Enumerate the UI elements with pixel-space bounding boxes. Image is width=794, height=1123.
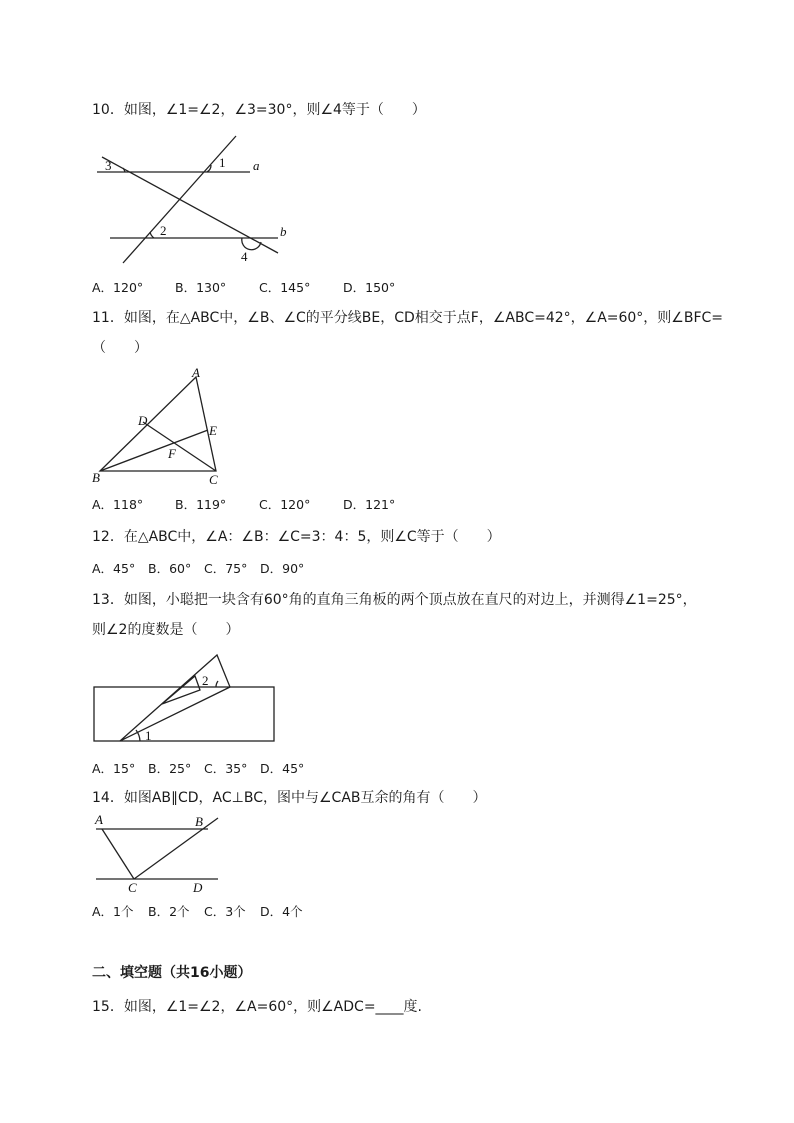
label-E: E (209, 423, 217, 438)
q13-option-b[interactable]: B．25° (148, 761, 192, 776)
q12-stem: 12．在△ABC中，∠A：∠B：∠C=3：4：5，则∠C等于（ ） (92, 529, 501, 545)
angle-arc-4 (242, 238, 261, 250)
q13-stem-line2: 则∠2的度数是（ ） (92, 622, 240, 638)
label-D: D (193, 880, 203, 895)
label-2: 2 (160, 223, 167, 238)
label-a: a (253, 158, 260, 173)
label-4: 4 (241, 249, 248, 264)
label-A: A (192, 365, 200, 380)
section-title: 二、填空题（共16小题） (92, 965, 252, 981)
q11-option-d[interactable]: D．121° (343, 497, 396, 512)
q10-option-d[interactable]: D．150° (343, 280, 396, 295)
q14-option-d[interactable]: D．4个 (260, 904, 303, 919)
q12-option-b[interactable]: B．60° (148, 561, 192, 576)
q10-option-c[interactable]: C．145° (259, 280, 311, 295)
angle-arc-2 (216, 681, 218, 687)
ruler (94, 687, 274, 741)
q14-option-a[interactable]: A．1个 (92, 904, 134, 919)
triangle-abc (100, 377, 216, 471)
q12-option-a[interactable]: A．45° (92, 561, 136, 576)
q14-option-b[interactable]: B．2个 (148, 904, 190, 919)
q13-option-d[interactable]: D．45° (260, 761, 305, 776)
q10-figure (90, 130, 300, 270)
q12-options (92, 560, 304, 578)
q15-stem: 15．如图，∠1=∠2，∠A=60°，则∠ADC=____度. (92, 999, 422, 1015)
q14-stem: 14．如图AB∥CD，AC⊥BC，图中与∠CAB互余的角有（ ） (92, 790, 487, 806)
q11-option-c[interactable]: C．120° (259, 497, 311, 512)
q13-figure (92, 650, 282, 750)
q11-stem-line2: （ ） (92, 340, 148, 356)
label-1: 1 (219, 155, 226, 170)
label-b: b (280, 224, 287, 239)
label-D: D (138, 413, 148, 428)
q14-options (92, 903, 303, 921)
q11-option-b[interactable]: B．119° (175, 497, 227, 512)
bisector-be (100, 430, 208, 471)
label-A: A (95, 812, 103, 827)
q13-stem-line1: 13．如图，小聪把一块含有60°角的直角三角板的两个顶点放在直尺的对边上，并测得∠1=25°， (92, 592, 697, 608)
q12-option-c[interactable]: C．75° (204, 561, 248, 576)
q13-options (92, 760, 304, 778)
q13-option-c[interactable]: C．35° (204, 761, 248, 776)
segment-ac (102, 829, 134, 879)
q11-option-a[interactable]: A．118° (92, 497, 144, 512)
q11-figure (88, 365, 238, 490)
q11-stem-line1: 11．如图，在△ABC中，∠B、∠C的平分线BE，CD相交于点F，∠ABC=42°，∠A=60°，则∠BFC= (92, 310, 724, 326)
q10-option-a[interactable]: A．120° (92, 280, 144, 295)
q13-option-a[interactable]: A．15° (92, 761, 136, 776)
label-2: 2 (202, 673, 209, 688)
q14-option-c[interactable]: C．3个 (204, 904, 246, 919)
label-1: 1 (145, 728, 152, 743)
q10-stem: 10．如图，∠1=∠2，∠3=30°，则∠4等于（ ） (92, 102, 426, 118)
set-square-outer (120, 655, 230, 741)
q14-figure (90, 810, 230, 900)
q10-options (92, 279, 395, 297)
label-B: B (92, 470, 100, 485)
label-C: C (209, 472, 218, 487)
angle-arc-2 (150, 232, 154, 238)
segment-bc (134, 818, 218, 879)
q10-option-b[interactable]: B．130° (175, 280, 227, 295)
label-3: 3 (105, 158, 112, 173)
set-square-inner (162, 676, 200, 704)
q11-options (92, 496, 395, 514)
label-F: F (168, 446, 176, 461)
bisector-cd (143, 422, 216, 471)
label-B: B (195, 814, 203, 829)
label-C: C (128, 880, 137, 895)
q12-option-d[interactable]: D．90° (260, 561, 305, 576)
